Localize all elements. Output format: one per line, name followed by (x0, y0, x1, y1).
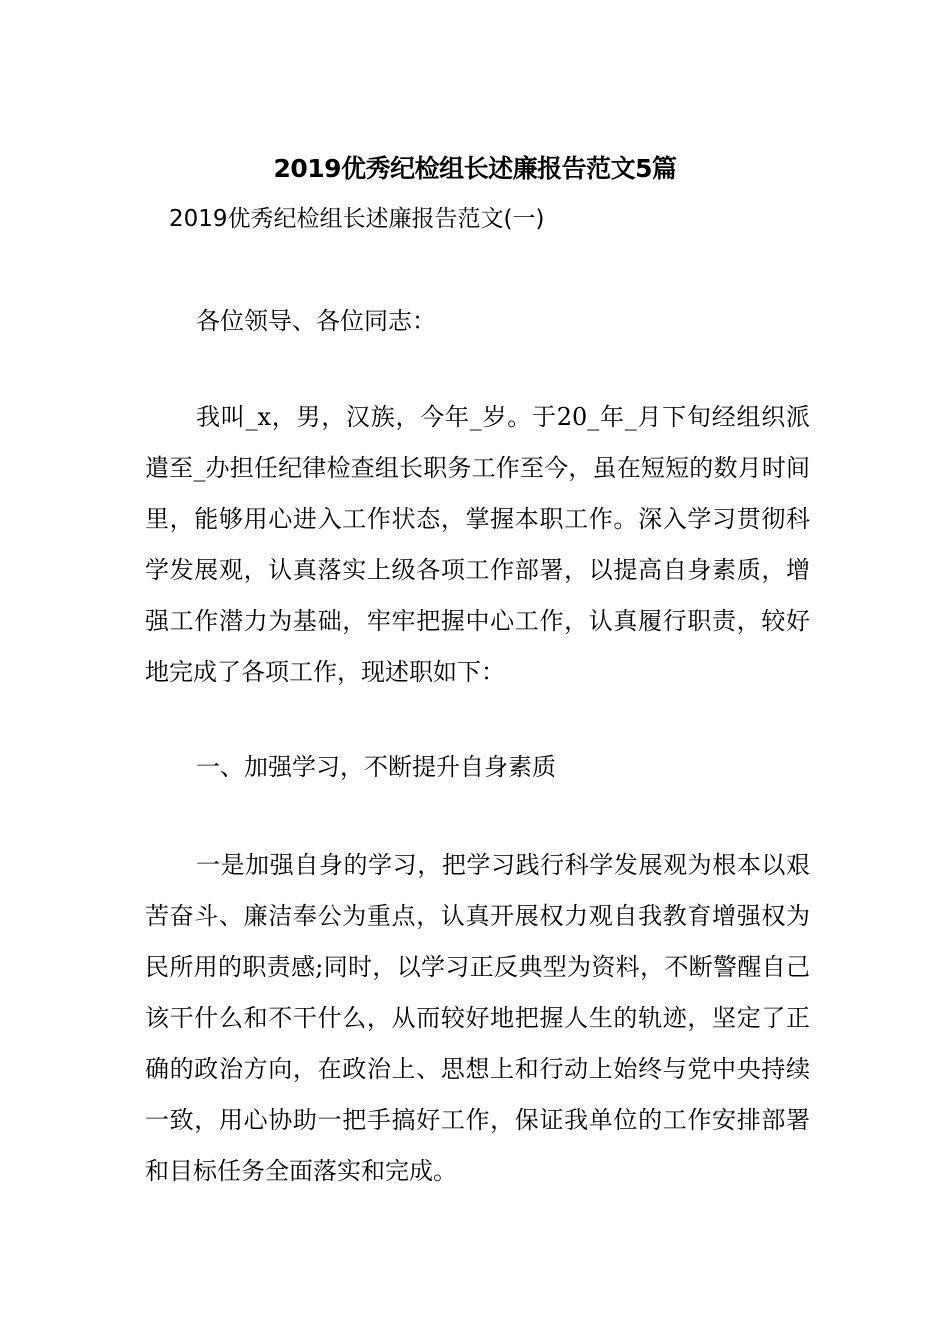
document-subtitle: 2019优秀纪检组长述廉报告范文(一) (169, 206, 545, 232)
document-title: 2019优秀纪检组长述廉报告范文5篇 (273, 154, 677, 183)
section-heading-1: 一、加强学习，不断提升自身素质 (196, 753, 556, 781)
greeting-paragraph: 各位领导、各位同志： (196, 307, 436, 335)
intro-paragraph: 我叫_x，男，汉族，今年_岁。于20_年_月下旬经组织派遣至_办担任纪律检查组长职务工作至今，虽在短短的数月时间里，能够用心进入工作状态，掌握本职工作。深入学习贯彻科学发展观，认真落实上级各项工作部署，以提高自身素质，增强工作潜力为基础，牢牢把握中心工作，认真履行职责，较好地完成了各项工作，现述职如下： (145, 403, 810, 686)
study-paragraph: 一是加强自身的学习，把学习践行科学发展观为根本以艰苦奋斗、廉洁奉公为重点，认真开展权力观自我教育增强权为民所用的职责感;同时，以学习正反典型为资料，不断警醒自己该干什么和不干什么，从而较好地把握人生的轨迹，坚定了正确的政治方向，在政治上、思想上和行动上始终与党中央持续一致，用心协助一把手搞好工作，保证我单位的工作安排部署和目标任务全面落实和完成。 (145, 851, 810, 1185)
